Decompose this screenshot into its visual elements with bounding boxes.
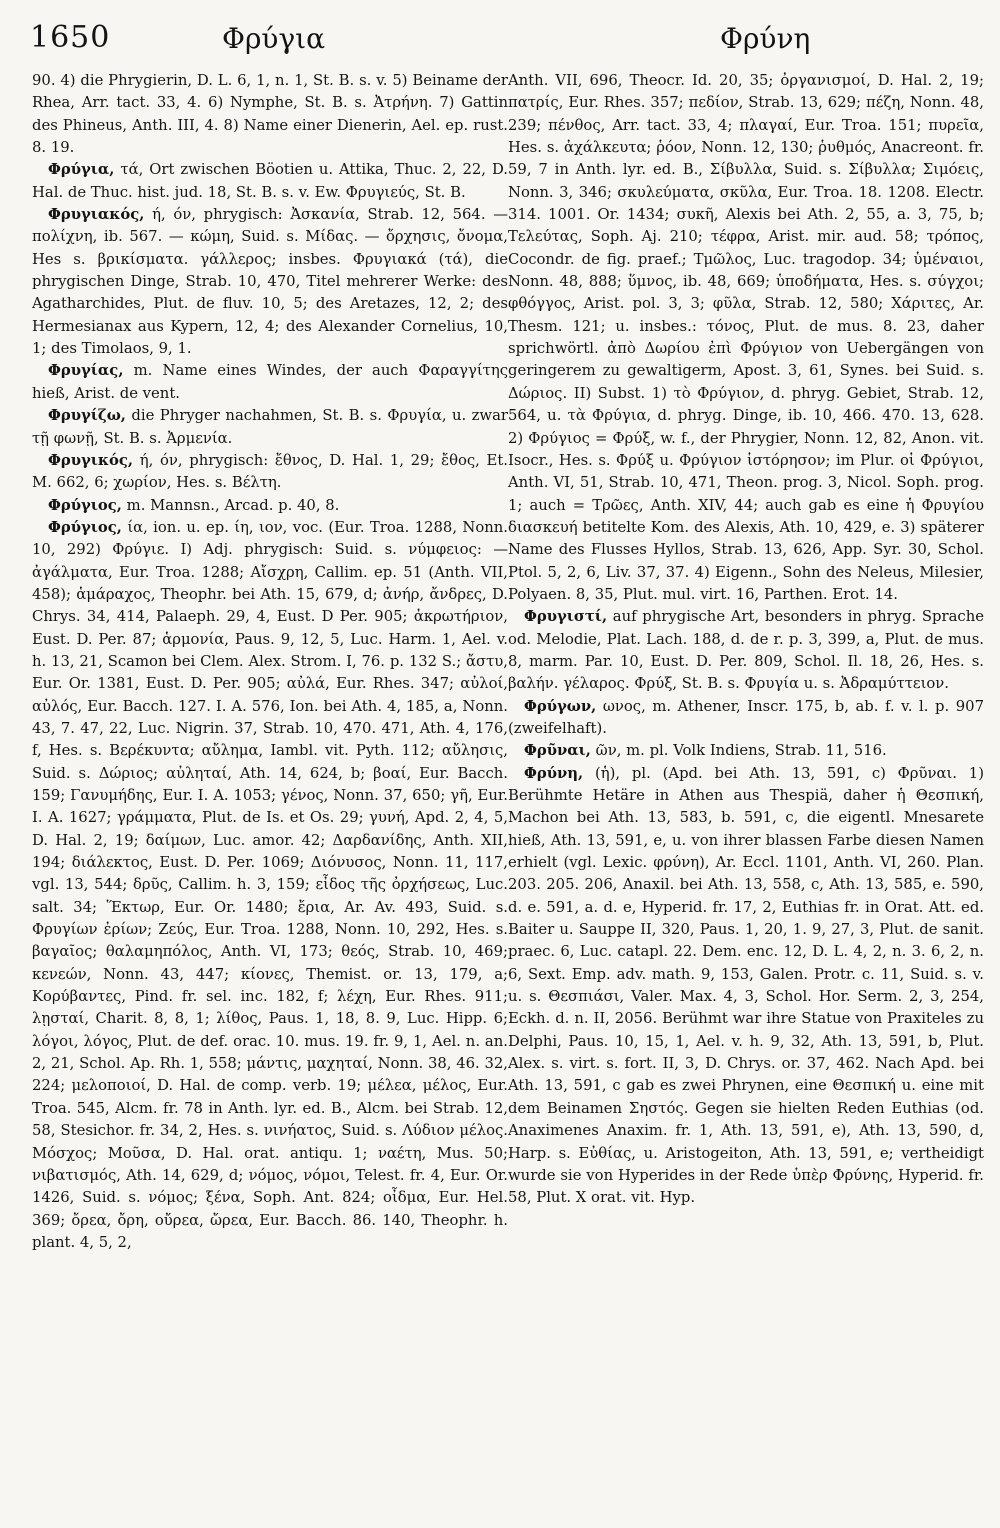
entry-headword: Φρύνη, [524, 764, 584, 782]
entry-headword: Φρῦναι, [524, 742, 591, 760]
dictionary-entry [508, 696, 984, 741]
dictionary-entry [508, 606, 984, 695]
entry-headword: Φρύγια, [48, 161, 115, 179]
left-running-headword: Φρύγια [222, 22, 326, 55]
dictionary-entry [508, 740, 984, 762]
dictionary-entry [32, 204, 508, 360]
entry-text: ωνος, m. Athener, Inscr. 175, b, ab. f. v. l. p. 907 (zweifelhaft). [508, 697, 984, 737]
entry-text: 90. 4) die Phrygierin, D. L. 6, 1, n. 1, St. B. s. v. 5) Beiname der Rhea, Arr. tact. 33, 4. 6) Nymphe, St. B. s. Ἀτρήνη. 7) Gattin des Phineus, Anth. III, 4. 8) Name einer Dienerin, Ael. ep. rust. 8. 19. [32, 72, 508, 157]
dictionary-entry [32, 405, 508, 450]
page-number: 1650 [30, 20, 111, 55]
entry-text: die Phryger nachahmen, St. B. s. Φρυγία, u. zwar τῇ φωνῇ, St. B. s. Ἀρμενία. [32, 407, 508, 447]
entry-headword: Φρυγικός, [48, 451, 134, 469]
dictionary-entry [32, 360, 508, 405]
entry-headword: Φρυγιστί, [524, 608, 608, 626]
entry-headword: Φρυγίζω, [48, 407, 126, 425]
dictionary-entry [508, 70, 984, 606]
entry-headword: Φρύγιος, [48, 496, 122, 514]
entry-text: ή, όν, phrygisch: Ἀσκανία, Strab. 12, 564. — πολίχνη, ib. 567. — κώμη, Suid. s. Μίδας. — ὄρχησις, ὄνομα, Hes s. βρικίσματα. γάλλερος; insbes. Φρυγιακά (τά), die phrygischen Dinge, Strab. 10, 470, Titel mehrerer Werke: des Agatharchides, Plut. de fluv. 10, 5; des Aretazes, 12, 2; des Hermesianax aus Kypern, 12, 4; des Alexander Cornelius, 10, 1; des Timolaos, 9, 1. [32, 206, 508, 358]
right-column [508, 70, 984, 1520]
dictionary-entry [32, 517, 508, 1254]
dictionary-entry [508, 763, 984, 1210]
entry-headword: Φρύγιος, [48, 518, 122, 536]
entry-headword: Φρυγίας, [48, 362, 124, 380]
entry-text: m. Mannsn., Arcad. p. 40, 8. [121, 496, 340, 514]
entry-text: (ἡ), pl. (Apd. bei Ath. 13, 591, c) Φρῦναι. 1) Berühmte Hetäre in Athen aus Thespiä, daher ἡ Θεσπική, Machon bei Ath. 13, 583, b. 591, c, die eigentl. Mnesarete hieß, Ath. 13, 591, e, u. von ihrer blassen Farbe diesen Namen erhielt (vgl. Lexic. φρύνη), Ar. Eccl. 1101, Anth. VI, 260. Plan. 203. 205. 206, Anaxil. bei Ath. 13, 558, c, Ath. 13, 585, e. 590, d. e. 591, a. d. e, Hyperid. fr. 17, 2, Euthias fr. in Orat. Att. ed. Baiter u. Sauppe II, 320, Paus. 1, 20, 1. 9, 27, 3, Plut. de sanit. praec. 6, Luc. catapl. 22. Dem. enc. 12, D. L. 4, 2, n. 3. 6, 2, n. 6, Sext. Emp. adv. math. 9, 153, Galen. Protr. c. 11, Suid. s. v. u. s. Θεσπιάσι, Valer. Max. 4, 3, Schol. Hor. Serm. 2, 3, 254, Eckh. d. n. II, 2056. Berühmt war ihre Statue von Praxiteles zu Delphi, Paus. 10, 15, 1, Ael. v. h. 9, 32, Ath. 13, 591, b, Plut. Alex. s. virt. s. fort. II, 3, D. Chrys. or. 37, 462. Nach Apd. bei Ath. 13, 591, c gab es zwei Phrynen, eine Θεσπική u. eine mit dem Beinamen Σηστός. Gegen sie hielten Reden Euthias (od. Anaximenes Anaxim. fr. 1, Ath. 13, 591, e), Ath. 13, 590, d, Harp. s. Εὐθίας, u. Aristogeiton, Ath. 13, 591, e; vertheidigt wurde sie von Hyperides in der Rede ὑπὲρ Φρύνης, Hyperid. fr. 58, Plut. X orat. vit. Hyp. [508, 764, 984, 1207]
entry-text: ή, όν, phrygisch: ἔθνος, D. Hal. 1, 29; ἔθος, Et. M. 662, 6; χωρίον, Hes. s. Βέλτη. [32, 451, 508, 492]
entry-text: τά, Ort zwischen Böotien u. Attika, Thuc. 2, 22, D. Hal. de Thuc. hist. jud. 18, St. B. s. v. Ew. Φρυγιεύς, St. B. [32, 161, 508, 201]
entry-text: auf phrygische Art, besonders in phryg. Sprache od. Melodie, Plat. Lach. 188, d. de r. p. 3, 399, a, Plut. de mus. 8, marm. Par. 10, Eust. D. Per. 809, Schol. Il. 18, 26, Hes. s. βαλήν. γέλαρος. Φρύξ, St. B. s. Φρυγία u. s. Ἀδραμύττειον. [508, 608, 984, 693]
left-column [32, 70, 508, 1520]
dictionary-entry [32, 495, 508, 517]
entry-headword: Φρύγων, [524, 697, 597, 715]
dictionary-entry [32, 450, 508, 495]
right-running-headword: Φρύνη [720, 22, 811, 55]
entry-text: m. Name eines Windes, der auch Φαραγγίτης hieß, Arist. de vent. [32, 362, 508, 402]
entry-headword: Φρυγιακός, [48, 206, 145, 224]
entry-text: ῶν, m. pl. Volk Indiens, Strab. 11, 516. [590, 742, 887, 760]
page-header [0, 0, 1000, 70]
entry-text: Anth. VII, 696, Theocr. Id. 20, 35; ὀργανισμοί, D. Hal. 2, 19; πατρίς, Eur. Rhes. 357; πεδίον, Strab. 13, 629; πέζη, Nonn. 48, 239; πένθος, Arr. tact. 33, 4; πλαγαί, Eur. Troa. 151; πυρεῖα, Hes. s. ἀχάλκευτα; ῥόον, Nonn. 12, 130; ῥυθμός, Anacreont. fr. 59, 7 in Anth. lyr. ed. B., Σίβυλλα, Suid. s. Σίβυλλα; Σιμόεις, Nonn. 3, 346; σκυλεύματα, σκῦλα, Eur. Troa. 18. 1208. Electr. 314. 1001. Or. 1434; συκῆ, Alexis bei Ath. 2, 55, a. 3, 75, b; Τελεύτας, Soph. Aj. 210; τέφρα, Arist. mir. aud. 58; τρόπος, Cocondr. de fig. praef.; Τμῶλος, Luc. tragodop. 34; ὑμέναιοι, Nonn. 48, 888; ὕμνος, ib. 48, 669; ὑποδήματα, Hes. s. σύγχοι; φθόγγος, Arist. pol. 3, 3; φῦλα, Strab. 12, 580; Χάριτες, Ar. Thesm. 121; u. insbes.: τόνος, Plut. de mus. 8. 23, daher sprichwörtl. ἀπὸ Δωρίου ἐπὶ Φρύγιον von Uebergängen von geringerem zu gewaltigerm, Apost. 3, 61, Synes. bei Suid. s. Δώριος. II) Subst. 1) τὸ Φρύγιον, d. phryg. Gebiet, Strab. 12, 564, u. τὰ Φρύγια, d. phryg. Dinge, ib. 10, 466. 470. 13, 628. 2) Φρύγιος = Φρύξ, w. f., der Phrygier, Nonn. 12, 82, Anon. vit. Isocr., Hes. s. Φρύξ u. Φρύγιον ἱστόρησον; im Plur. οἱ Φρύγιοι, Anth. VI, 51, Strab. 10, 471, Theon. prog. 3, Nicol. Soph. prog. 1; auch = Τρῶες, Anth. XIV, 44; auch gab es eine ἡ Φρυγίου διασκευή betitelte Kom. des Alexis, Ath. 10, 429, e. 3) späterer Name des Flusses Hyllos, Strab. 13, 626, App. Syr. 30, Schol. Ptol. 5, 2, 6, Liv. 37, 37. 4) Eigenn., Sohn des Neleus, Milesier, Polyaen. 8, 35, Plut. mul. virt. 16, Parthen. Erot. 14. [508, 72, 984, 603]
entry-text: ία, ion. u. ep. ίη, ιον, voc. (Eur. Troa. 1288, Nonn. 10, 292) Φρύγιε. I) Adj. phrygisch: Suid. s. νύμφειος: — ἀγάλματα, Eur. Troa. 1288; Αἴσχρη, Callim. ep. 51 (Anth. VII, 458); ἁμάραχος, Theophr. bei Ath. 15, 679, d; ἀνήρ, ἄνδρες, D. Chrys. 34, 414, Palaeph. 29, 4, Eust. D Per. 905; ἀκρωτήριον, Eust. D. Per. 87; ἁρμονία, Paus. 9, 12, 5, Luc. Harm. 1, Ael. v. h. 13, 21, Scamon bei Clem. Alex. Strom. I, 76. p. 132 S.; ἄστυ, Eur. Or. 1381, Eust. D. Per. 905; αὐλά, Eur. Rhes. 347; αὐλοί, αὐλός, Eur. Bacch. 127. I. A. 576, Ion. bei Ath. 4, 185, a, Nonn. 43, 7. 47, 22, Luc. Nigrin. 37, Strab. 10, 470. 471, Ath. 4, 176, f, Hes. s. Βερέκυντα; αὔλημα, Iambl. vit. Pyth. 112; αὔλησις, Suid. s. Δώριος; αὐληταί, Ath. 14, 624, b; βοαί, Eur. Bacch. 159; Γανυμήδης, Eur. I. A. 1053; γένος, Nonn. 37, 650; γῆ, Eur. I. A. 1627; γράμματα, Plut. de Is. et Os. 29; γυνή, Apd. 2, 4, 5, D. Hal. 2, 19; δαίμων, Luc. amor. 42; Δαρδανίδης, Anth. XII, 194; διάλεκτος, Eust. D. Per. 1069; Διόνυσος, Nonn. 11, 117, vgl. 13, 544; δρῦς, Callim. h. 3, 159; εἶδος τῆς ὀρχήσεως, Luc. salt. 34; Ἕκτωρ, Eur. Or. 1480; ἔρια, Ar. Av. 493, Suid. s. Φρυγίων ἐρίων; Ζεύς, Eur. Troa. 1288, Nonn. 10, 292, Hes. s. βαγαῖος; θαλαμηπόλος, Anth. VI, 173; θεός, Strab. 10, 469; κενεών, Nonn. 43, 447; κίονες, Themist. or. 13, 179, a; Κορύβαντες, Pind. fr. sel. inc. 182, f; λέχη, Eur. Rhes. 911; λῃσταί, Charit. 8, 8, 1; λίθος, Paus. 1, 18, 8. 9, Luc. Hipp. 6; λόγοι, λόγος, Plut. de def. orac. 10. mus. 19. fr. 9, 1, Ael. n. an. 2, 21, Schol. Ap. Rh. 1, 558; μάντις, μαχηταί, Nonn. 38, 46. 32, 224; μελοποιοί, D. Hal. de comp. verb. 19; μέλεα, μέλος, Eur. Troa. 545, Alcm. fr. 78 in Anth. lyr. ed. B., Alcm. bei Strab. 12, 58, Stesichor. fr. 34, 2, Hes. s. νινήατος, Suid. s. Λύδιον μέλος. Μόσχος; Μοῦσα, D. Hal. orat. antiqu. 1; ναέτη, Mus. 50; νιβατισμός, Ath. 14, 629, d; νόμος, νόμοι, Telest. fr. 4, Eur. Or. 1426, Suid. s. νόμος; ξένα, Soph. Ant. 824; οἶδμα, Eur. Hel. 369; ὄρεα, ὄρη, οὔρεα, ὤρεα, Eur. Bacch. 86. 140, Theophr. h. plant. 4, 5, 2, [32, 518, 508, 1251]
dictionary-entry [32, 70, 508, 159]
dictionary-entry [32, 159, 508, 204]
